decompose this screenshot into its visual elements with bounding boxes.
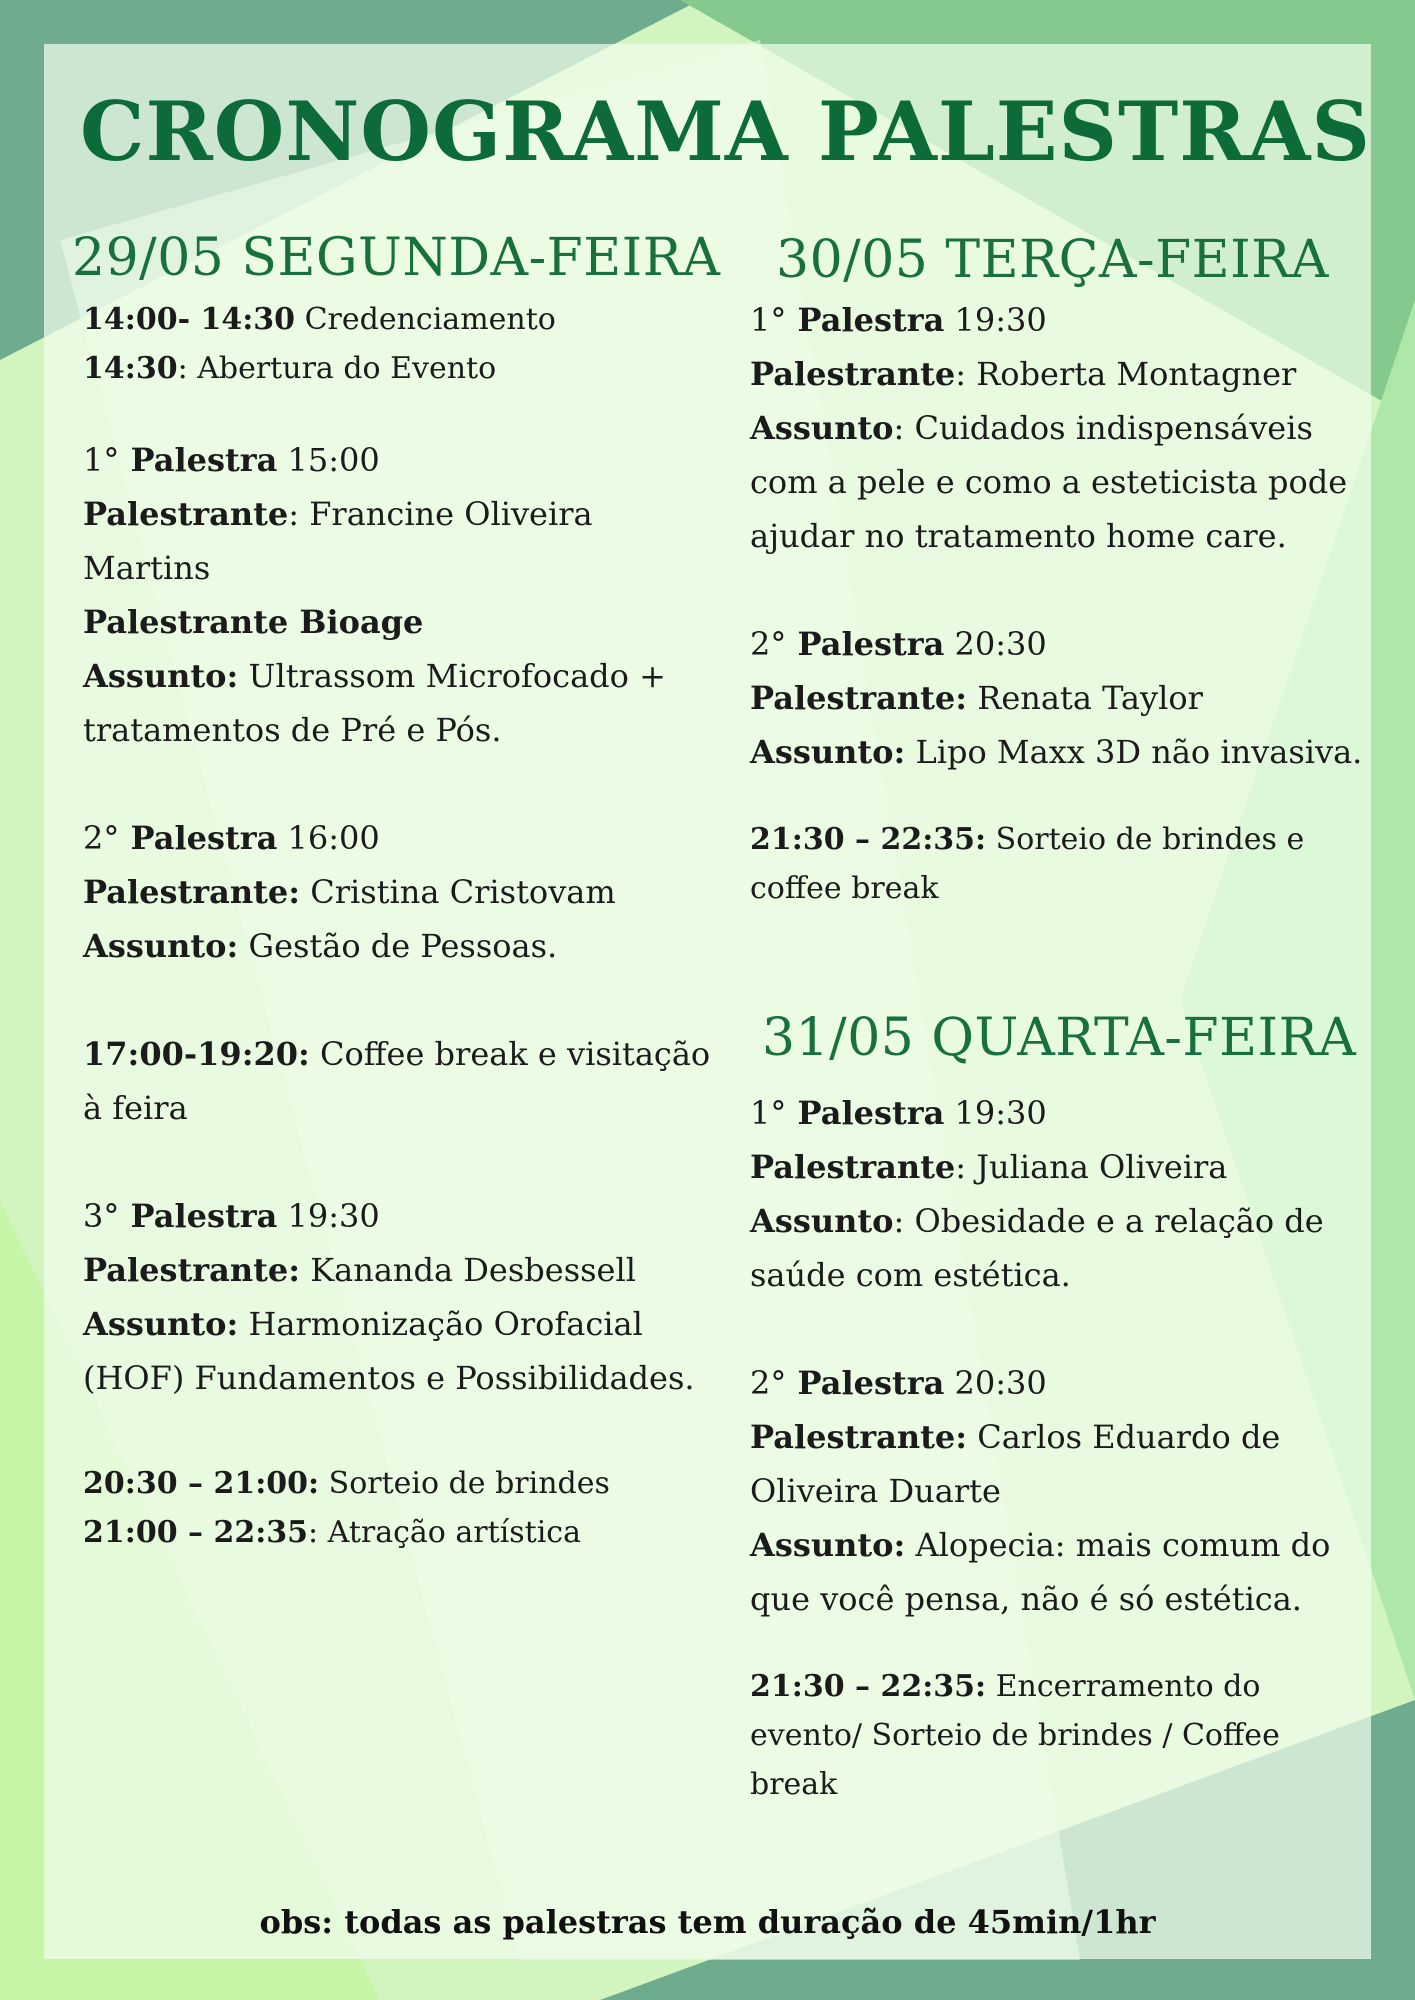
talk-speaker: Palestrante: Francine Oliveira Martins: [83, 495, 593, 587]
schedule-item: 14:30: Abertura do Evento: [83, 351, 497, 386]
schedule-item: 14:00- 14:30 Credenciamento: [83, 302, 556, 337]
talk-heading: 1° Palestra 15:00: [83, 441, 380, 479]
talk-speaker: Palestrante: Cristina Cristovam: [83, 873, 616, 911]
talk-heading: 2° Palestra 20:30: [750, 625, 1047, 663]
talk-speaker: Palestrante: Renata Taylor: [750, 679, 1203, 717]
day1-schedule: [83, 295, 723, 1557]
talk-subject: Assunto: Alopecia: mais comum do que você pensa, não é só estética.: [750, 1526, 1331, 1618]
talk-subject: Assunto: Lipo Maxx 3D não invasiva.: [750, 733, 1363, 771]
day2-schedule: [750, 293, 1370, 913]
talk-extra: Palestrante Bioage: [83, 603, 424, 641]
talk-heading: 1° Palestra 19:30: [750, 1094, 1047, 1132]
talk-speaker: Palestrante: Carlos Eduardo de Oliveira Duarte: [750, 1418, 1281, 1510]
talk-speaker: Palestrante: Kananda Desbessell: [83, 1251, 636, 1289]
schedule-item: 21:00 – 22:35: Atração artística: [83, 1515, 581, 1550]
talk-subject: Assunto: Harmonização Orofacial (HOF) Fundamentos e Possibilidades.: [83, 1305, 695, 1397]
talk-heading: 1° Palestra 19:30: [750, 301, 1047, 339]
footer-note: obs: todas as palestras tem duração de 45min/1hr: [259, 1903, 1156, 1941]
talk-heading: 3° Palestra 19:30: [83, 1197, 380, 1235]
day3-schedule: [750, 1086, 1370, 1809]
day3-heading: 31/05 QUARTA-FEIRA: [762, 1008, 1357, 1068]
schedule-item: 21:30 – 22:35: Sorteio de brindes e coffee break: [750, 822, 1305, 906]
schedule-item: 20:30 – 21:00: Sorteio de brindes: [83, 1466, 610, 1501]
page-title: CRONOGRAMA PALESTRAS: [80, 85, 1371, 180]
talk-heading: 2° Palestra 20:30: [750, 1364, 1047, 1402]
talk-speaker: Palestrante: Roberta Montagner: [750, 355, 1297, 393]
talk-subject: Assunto: Gestão de Pessoas.: [83, 927, 558, 965]
talk-subject: Assunto: Ultrassom Microfocado + tratamentos de Pré e Pós.: [83, 657, 666, 749]
talk-subject: Assunto: Cuidados indispensáveis com a pele e como a esteticista pode ajudar no tratamento home care.: [750, 409, 1348, 555]
schedule-item: 21:30 – 22:35: Encerramento do evento/ Sorteio de brindes / Coffee break: [750, 1669, 1280, 1802]
day2-heading: 30/05 TERÇA-FEIRA: [776, 230, 1329, 290]
talk-subject: Assunto: Obesidade e a relação de saúde com estética.: [750, 1202, 1324, 1294]
talk-heading: 2° Palestra 16:00: [83, 819, 380, 857]
talk-speaker: Palestrante: Juliana Oliveira: [750, 1148, 1228, 1186]
coffee-break: 17:00-19:20: Coffee break e visitação à feira: [83, 1035, 711, 1127]
day1-heading: 29/05 SEGUNDA-FEIRA: [72, 228, 721, 288]
